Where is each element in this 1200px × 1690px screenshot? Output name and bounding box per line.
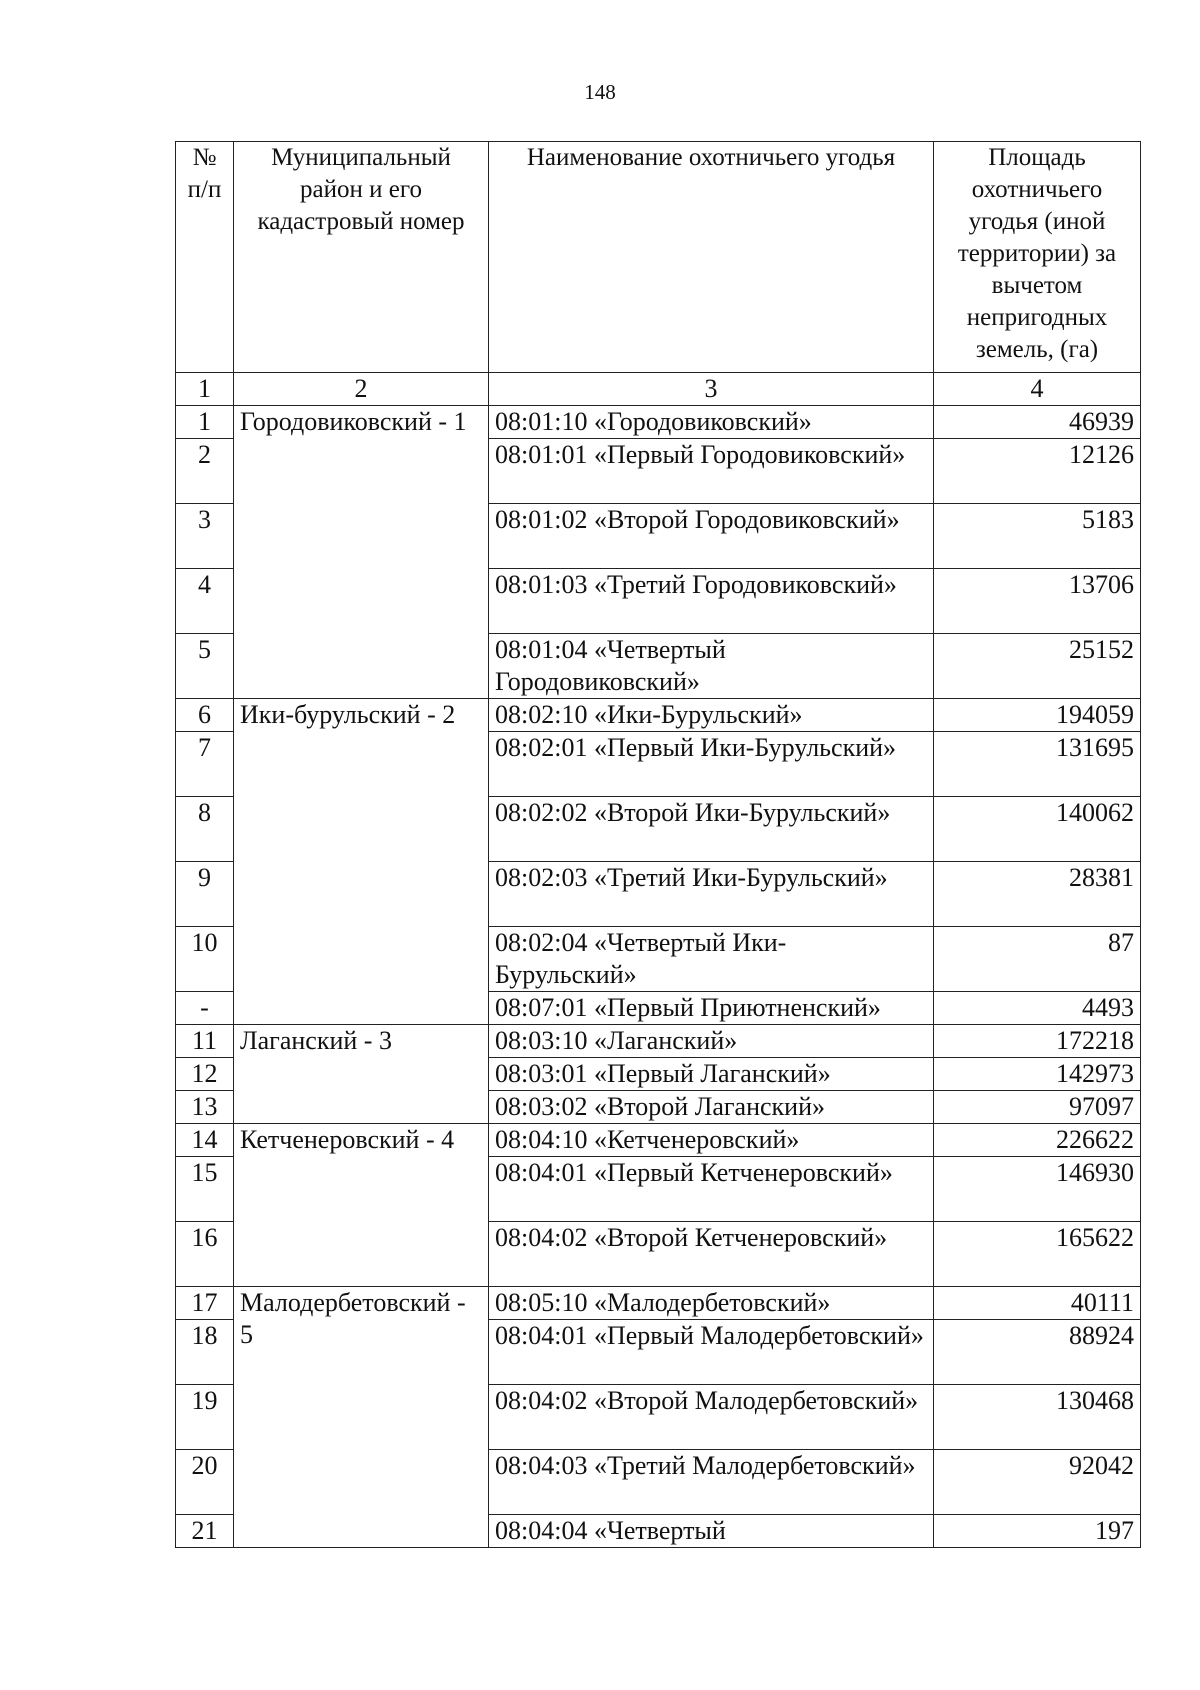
area-value: 92042 (934, 1450, 1141, 1515)
area-value: 172218 (934, 1025, 1141, 1058)
row-number: 5 (176, 634, 234, 699)
table-row (176, 1287, 1141, 1320)
header-hunting-ground: Наименование охотничьего угодья (489, 142, 934, 373)
row-number: 10 (176, 927, 234, 992)
area-value: 130468 (934, 1385, 1141, 1450)
area-value: 87 (934, 927, 1141, 992)
area-value: 40111 (934, 1287, 1141, 1320)
row-number: 17 (176, 1287, 234, 1320)
row-number: 18 (176, 1320, 234, 1385)
row-number: 19 (176, 1385, 234, 1450)
hunting-ground-name: 08:07:01 «Первый Приютненский» (489, 992, 934, 1025)
area-value: 194059 (934, 699, 1141, 732)
header-row (176, 142, 1141, 373)
area-value: 13706 (934, 569, 1141, 634)
header-district: Муниципальный район и его кадастровый номер (234, 142, 489, 373)
hunting-ground-name: 08:04:04 «Четвертый (489, 1515, 934, 1548)
column-number-row (176, 373, 1141, 406)
row-number: 12 (176, 1058, 234, 1091)
table-row (176, 699, 1141, 732)
hunting-ground-name: 08:04:02 «Второй Кетченеровский» (489, 1222, 934, 1287)
row-number: 3 (176, 504, 234, 569)
row-number: 15 (176, 1157, 234, 1222)
row-number: 14 (176, 1124, 234, 1157)
row-number: 2 (176, 439, 234, 504)
page-number: 148 (584, 80, 616, 104)
row-number: - (176, 992, 234, 1025)
hunting-ground-name: 08:03:10 «Лаганский» (489, 1025, 934, 1058)
column-number: 3 (489, 373, 934, 406)
hunting-ground-name: 08:02:02 «Второй Ики-Бурульский» (489, 797, 934, 862)
table-row (176, 1124, 1141, 1157)
hunting-ground-name: 08:02:03 «Третий Ики-Бурульский» (489, 862, 934, 927)
hunting-grounds-table (175, 141, 1141, 1548)
column-number: 2 (234, 373, 489, 406)
district-cell: Лаганский - 3 (234, 1025, 489, 1124)
area-value: 28381 (934, 862, 1141, 927)
row-number: 13 (176, 1091, 234, 1124)
hunting-ground-name: 08:02:01 «Первый Ики-Бурульский» (489, 732, 934, 797)
hunting-ground-name: 08:01:04 «Четвертый Городовиковский» (489, 634, 934, 699)
area-value: 5183 (934, 504, 1141, 569)
header-number: № п/п (176, 142, 234, 373)
row-number: 11 (176, 1025, 234, 1058)
row-number: 1 (176, 406, 234, 439)
area-value: 12126 (934, 439, 1141, 504)
row-number: 6 (176, 699, 234, 732)
hunting-ground-name: 08:04:01 «Первый Малодербетовский» (489, 1320, 934, 1385)
hunting-ground-name: 08:01:02 «Второй Городовиковский» (489, 504, 934, 569)
area-value: 142973 (934, 1058, 1141, 1091)
hunting-ground-name: 08:04:02 «Второй Малодербетовский» (489, 1385, 934, 1450)
column-number: 1 (176, 373, 234, 406)
row-number: 21 (176, 1515, 234, 1548)
district-cell: Кетченеровский - 4 (234, 1124, 489, 1287)
area-value: 97097 (934, 1091, 1141, 1124)
table-row (176, 1025, 1141, 1058)
row-number: 7 (176, 732, 234, 797)
district-cell: Ики-бурульский - 2 (234, 699, 489, 1025)
area-value: 146930 (934, 1157, 1141, 1222)
area-value: 46939 (934, 406, 1141, 439)
hunting-ground-name: 08:01:01 «Первый Городовиковский» (489, 439, 934, 504)
hunting-ground-name: 08:05:10 «Малодербетовский» (489, 1287, 934, 1320)
hunting-ground-name: 08:01:10 «Городовиковский» (489, 406, 934, 439)
hunting-ground-name: 08:02:10 «Ики-Бурульский» (489, 699, 934, 732)
area-value: 226622 (934, 1124, 1141, 1157)
column-number: 4 (934, 373, 1141, 406)
hunting-ground-name: 08:04:01 «Первый Кетченеровский» (489, 1157, 934, 1222)
hunting-ground-name: 08:02:04 «Четвертый Ики-Бурульский» (489, 927, 934, 992)
hunting-ground-name: 08:01:03 «Третий Городовиковский» (489, 569, 934, 634)
area-value: 88924 (934, 1320, 1141, 1385)
area-value: 140062 (934, 797, 1141, 862)
hunting-ground-name: 08:03:02 «Второй Лаганский» (489, 1091, 934, 1124)
row-number: 20 (176, 1450, 234, 1515)
district-cell: Малодербетовский - 5 (234, 1287, 489, 1548)
area-value: 131695 (934, 732, 1141, 797)
district-cell: Городовиковский - 1 (234, 406, 489, 699)
area-value: 25152 (934, 634, 1141, 699)
hunting-ground-name: 08:03:01 «Первый Лаганский» (489, 1058, 934, 1091)
hunting-ground-name: 08:04:03 «Третий Малодербетовский» (489, 1450, 934, 1515)
header-area: Площадь охотничьего угодья (иной территории) за вычетом непригодных земель, (га) (934, 142, 1141, 373)
area-value: 197 (934, 1515, 1141, 1548)
area-value: 165622 (934, 1222, 1141, 1287)
row-number: 9 (176, 862, 234, 927)
area-value: 4493 (934, 992, 1141, 1025)
row-number: 4 (176, 569, 234, 634)
hunting-ground-name: 08:04:10 «Кетченеровский» (489, 1124, 934, 1157)
row-number: 8 (176, 797, 234, 862)
table-row (176, 406, 1141, 439)
row-number: 16 (176, 1222, 234, 1287)
